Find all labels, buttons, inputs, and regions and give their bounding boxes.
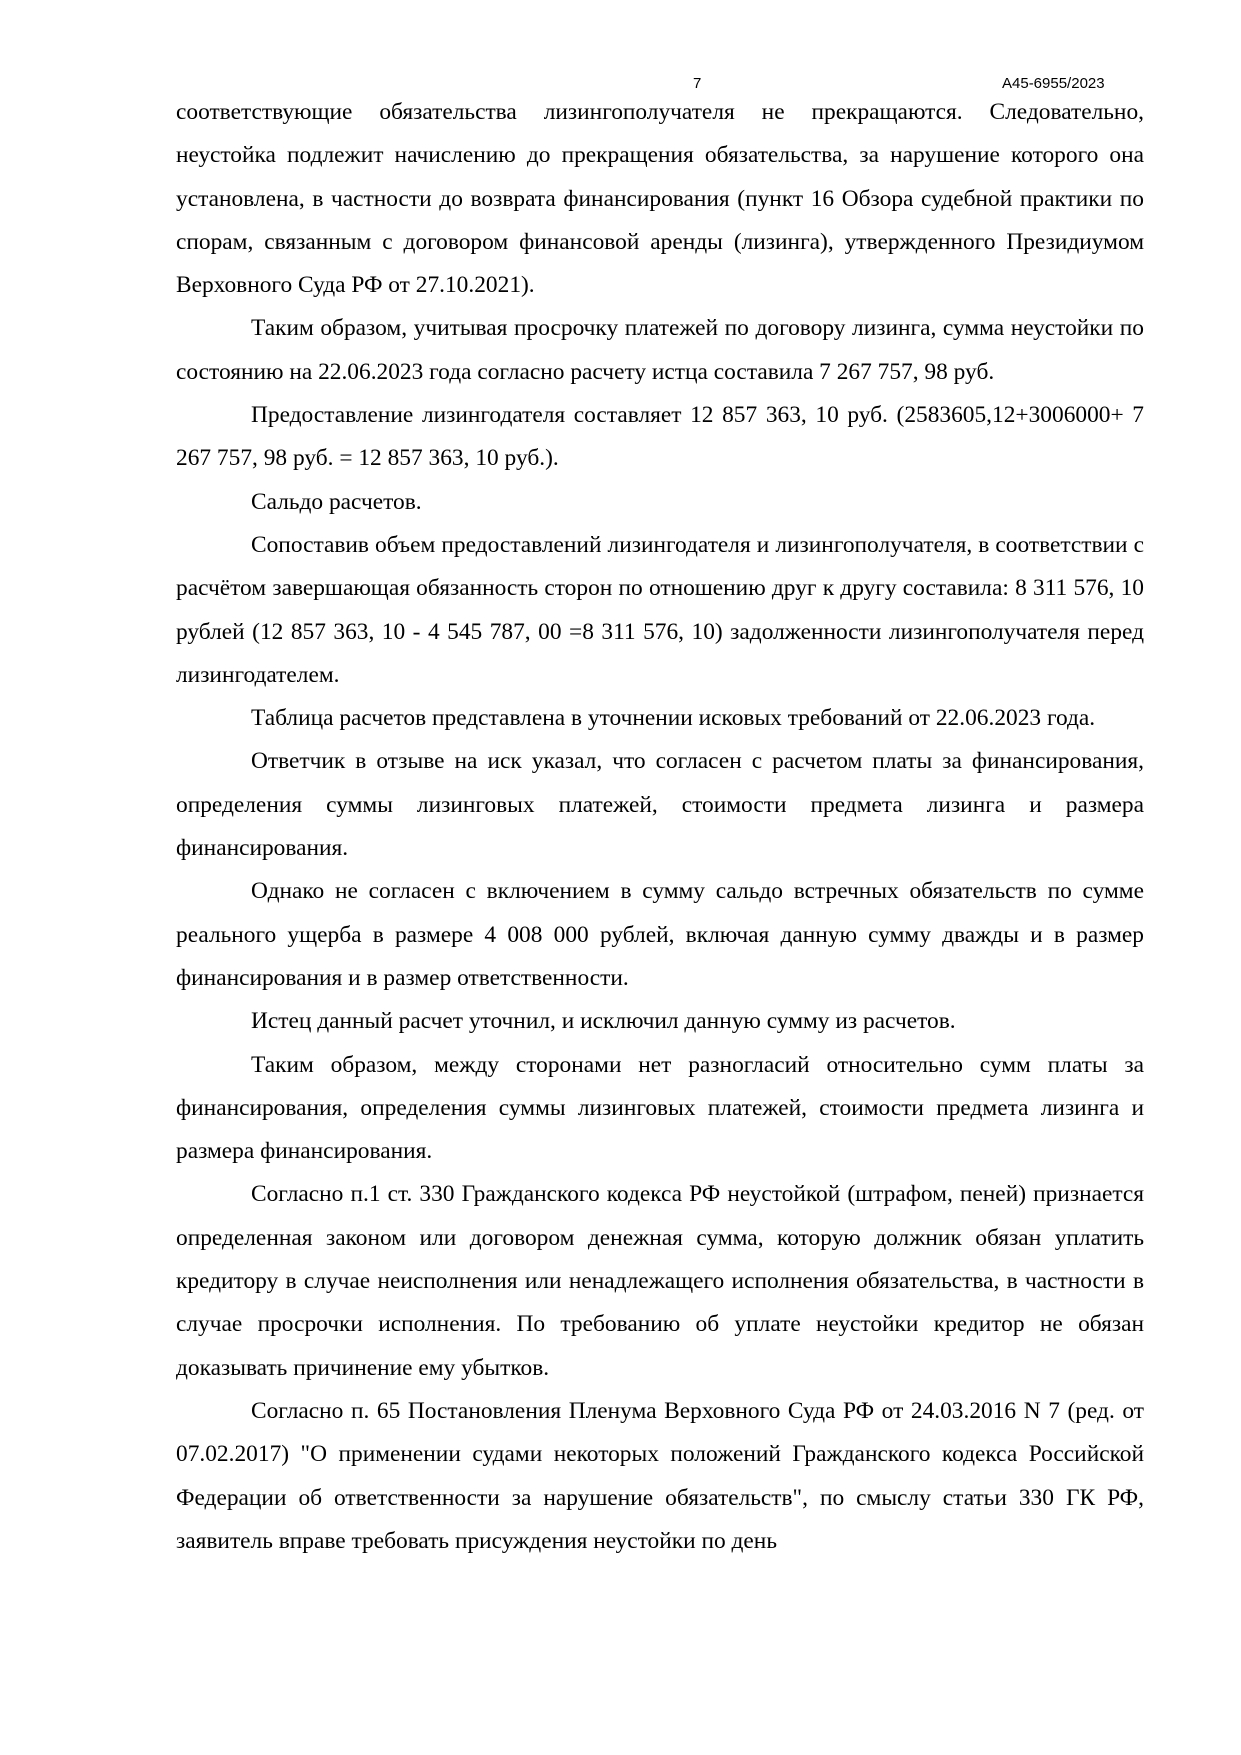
- paragraph: соответствующие обязательства лизингополучателя не прекращаются. Следовательно, неустойка подлежит начислению до прекращения обязательства, за нарушение которого она установлена, в частности до возврата финансирования (пункт 16 Обзора судебной практики по спорам, связанным с договором финансовой аренды (лизинга), утвержденного Президиумом Верховного Суда РФ от 27.10.2021).: [176, 99, 1144, 299]
- paragraph: Сальдо расчетов.: [251, 488, 422, 515]
- paragraph: Таким образом, между сторонами нет разногласий относительно сумм платы за финансирования, определения суммы лизинговых платежей, стоимости предмета лизинга и размера финансирования.: [176, 1051, 1144, 1165]
- paragraph: Сопоставив объем предоставлений лизингодателя и лизингополучателя, в соответствии с расчётом завершающая обязанность сторон по отношению друг к другу составила: 8 311 576, 10 рублей (12 857 363, 10 - 4 545 787, 00 =8 311 576, 10) задолженности лизингополучателя перед лизингодателем.: [176, 531, 1144, 688]
- document-body: [176, 91, 1144, 1563]
- paragraph: Предоставление лизингодателя составляет 12 857 363, 10 руб. (2583605,12+3006000+ 7 267 757, 98 руб. = 12 857 363, 10 руб.).: [176, 402, 1144, 472]
- paragraph: Согласно п. 65 Постановления Пленума Верховного Суда РФ от 24.03.2016 N 7 (ред. от 07.02.2017) "О применении судами некоторых положений Гражданского кодекса Российской Федерации об ответственности за нарушение обязательств", по смыслу статьи 330 ГК РФ, заявитель вправе требовать присуждения неустойки по день: [176, 1397, 1144, 1554]
- paragraph: Однако не согласен с включением в сумму сальдо встречных обязательств по сумме реального ущерба в размере 4 008 000 рублей, включая данную сумму дважды и в размер финансирования и в размер ответственности.: [176, 878, 1144, 991]
- paragraph: Согласно п.1 ст. 330 Гражданского кодекса РФ неустойкой (штрафом, пеней) признается определенная законом или договором денежная сумма, которую должник обязан уплатить кредитору в случае неисполнения или ненадлежащего исполнения обязательства, в частности в случае просрочки исполнения. По требованию об уплате неустойки кредитор не обязан доказывать причинение ему убытков.: [176, 1181, 1144, 1381]
- paragraph: Таким образом, учитывая просрочку платежей по договору лизинга, сумма неустойки по состоянию на 22.06.2023 года согласно расчету истца составила 7 267 757, 98 руб.: [176, 315, 1144, 385]
- paragraph: Истец данный расчет уточнил, и исключил данную сумму из расчетов.: [251, 1008, 956, 1035]
- paragraph: Ответчик в отзыве на иск указал, что согласен с расчетом платы за финансирования, определения суммы лизинговых платежей, стоимости предмета лизинга и размера финансирования.: [176, 748, 1144, 862]
- case-number: А45-6955/2023: [1002, 75, 1105, 92]
- page-number: 7: [693, 75, 702, 92]
- paragraph: Таблица расчетов представлена в уточнении исковых требований от 22.06.2023 года.: [251, 705, 1096, 732]
